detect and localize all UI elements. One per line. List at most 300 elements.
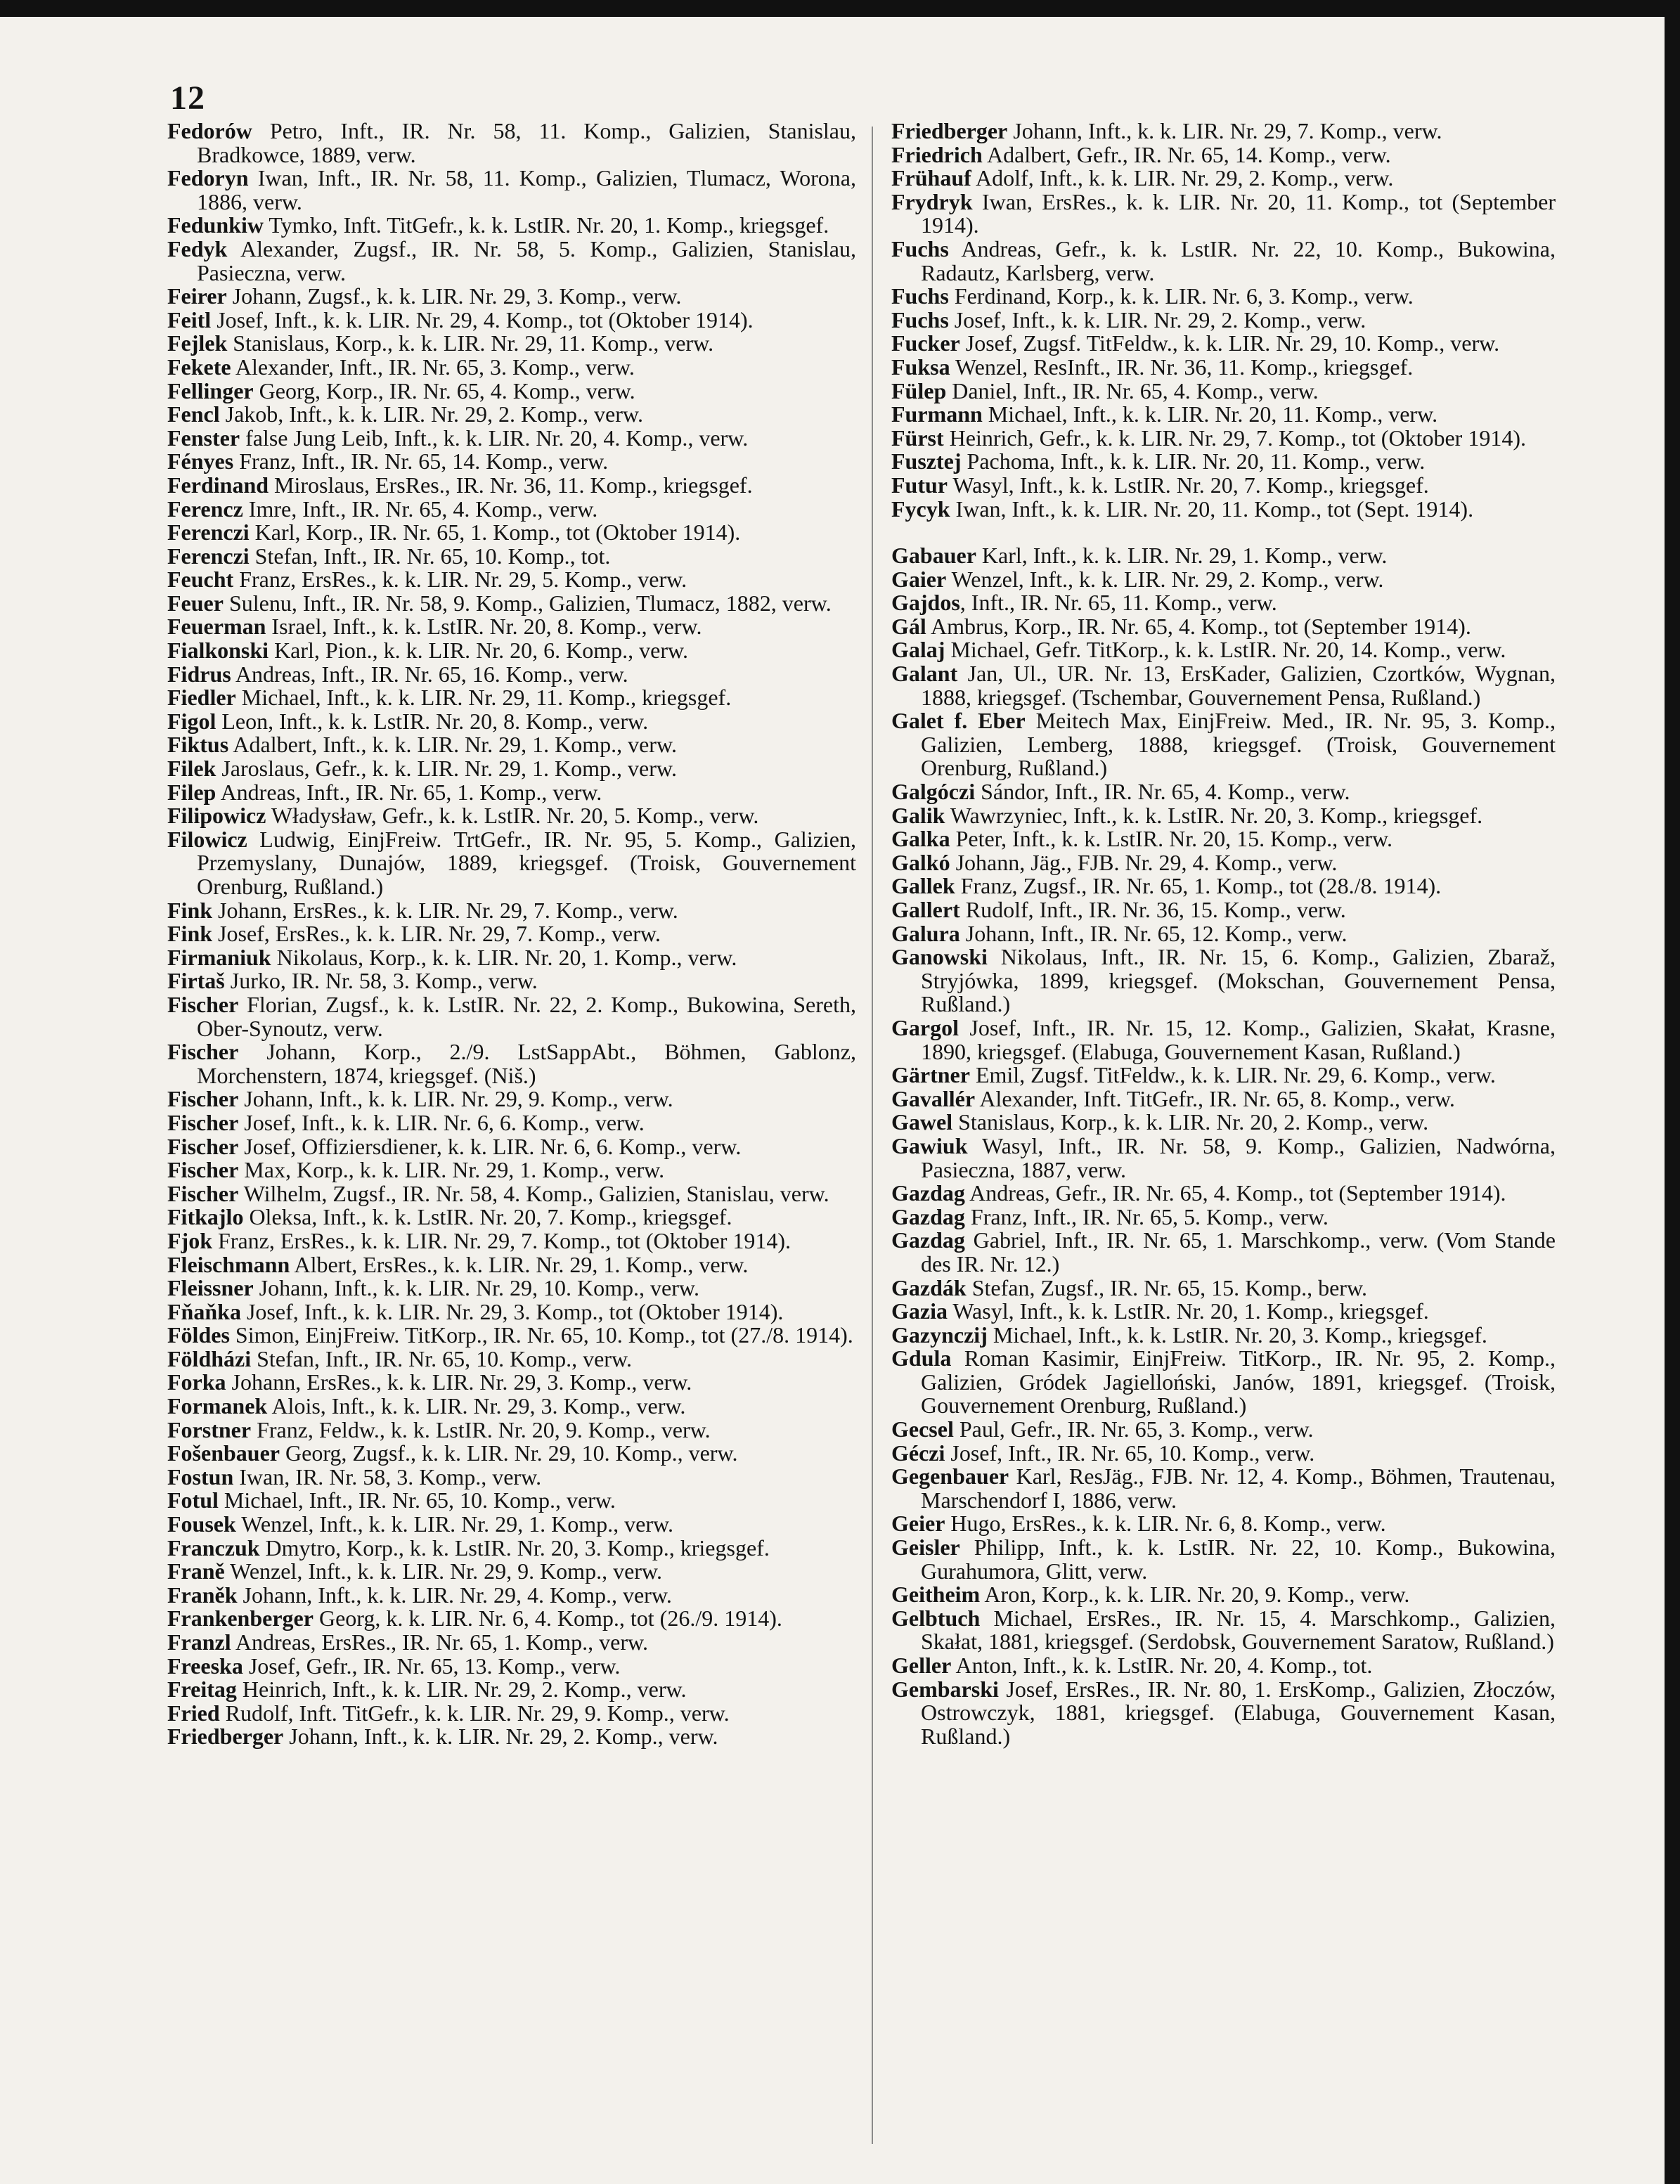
- entry-surname: Fostun: [167, 1463, 234, 1490]
- entry-surname: Gazdag: [891, 1227, 965, 1253]
- casualty-entry: [167, 498, 856, 522]
- entry-details: Iwan, Inft., IR. Nr. 58, 11. Komp., Galizien, Tlumacz, Worona, 1886, verw.: [197, 165, 856, 214]
- casualty-entry: [167, 1111, 856, 1135]
- casualty-entry: [891, 1678, 1556, 1749]
- entry-details: Rudolf, Inft. TitGefr., k. k. LIR. Nr. 29, 9. Komp., verw.: [219, 1700, 730, 1726]
- entry-details: Franz, Inft., IR. Nr. 65, 5. Komp., verw.: [964, 1203, 1329, 1229]
- entry-surname: Gazynczij: [891, 1322, 988, 1348]
- entry-surname: Fürst: [891, 425, 944, 451]
- entry-surname: Filek: [167, 756, 217, 782]
- entry-surname: Gazia: [891, 1298, 948, 1324]
- casualty-entry: [891, 1300, 1556, 1324]
- casualty-entry: [167, 946, 856, 970]
- entry-surname: Firmaniuk: [167, 944, 271, 970]
- entry-surname: Feuerman: [167, 614, 266, 640]
- entry-details: Sulenu, Inft., IR. Nr. 58, 9. Komp., Galizien, Tlumacz, 1882, verw.: [223, 590, 832, 616]
- entry-surname: Feuer: [167, 590, 224, 616]
- entry-surname: Gallert: [891, 897, 960, 922]
- entry-details: Josef, Inft., IR. Nr. 65, 10. Komp., verw.: [945, 1440, 1315, 1466]
- entry-surname: Figol: [167, 708, 217, 734]
- entry-surname: Ferdinand: [167, 472, 269, 498]
- casualty-entry: [167, 1489, 856, 1513]
- casualty-entry: [167, 663, 856, 687]
- casualty-entry: [891, 377, 1556, 403]
- entry-surname: Freeska: [167, 1653, 243, 1679]
- entry-surname: Frydryk: [891, 188, 973, 214]
- casualty-entry: [891, 403, 1556, 427]
- entry-surname: Forka: [167, 1369, 226, 1395]
- entry-surname: Geisler: [891, 1534, 960, 1561]
- entry-details: Albert, ErsRes., k. k. LIR. Nr. 29, 1. Komp., verw.: [290, 1251, 749, 1277]
- casualty-entry: [891, 474, 1556, 498]
- casualty-entry: [891, 1465, 1556, 1512]
- entry-details: Andreas, Gefr., IR. Nr. 65, 4. Komp., tot (September 1914).: [964, 1180, 1506, 1206]
- entry-details: Hugo, ErsRes., k. k. LIR. Nr. 6, 8. Komp., verw.: [945, 1511, 1386, 1537]
- entry-surname: Fischer: [167, 1133, 239, 1159]
- entry-details: Adolf, Inft., k. k. LIR. Nr. 29, 2. Komp., verw.: [971, 165, 1394, 191]
- entry-surname: Fleischmann: [167, 1251, 290, 1277]
- casualty-entry: [891, 1607, 1556, 1654]
- entry-details: Emil, Zugsf. TitFeldw., k. k. LIR. Nr. 29, 6. Komp., verw.: [969, 1062, 1496, 1088]
- entry-surname: Gazdag: [891, 1180, 965, 1206]
- casualty-entry: [891, 615, 1556, 639]
- casualty-entry: [167, 781, 856, 805]
- casualty-entry: [891, 190, 1556, 238]
- entry-surname: Firtaš: [167, 968, 225, 994]
- entry-surname: Gazdák: [891, 1274, 967, 1300]
- entry-surname: Feirer: [167, 283, 227, 309]
- entry-surname: Friedberger: [891, 118, 1008, 143]
- entry-details: Michael, Inft., k. k. LIR. Nr. 29, 11. Komp., kriegsgef.: [235, 685, 732, 711]
- casualty-entry: [891, 709, 1556, 780]
- casualty-entry: [167, 1277, 856, 1300]
- entry-surname: Fleissner: [167, 1275, 254, 1301]
- entry-details: Wasyl, Inft., IR. Nr. 58, 9. Komp., Galizien, Nadwórna, Pasieczna, 1887, verw.: [921, 1132, 1556, 1182]
- casualty-entry: [167, 639, 856, 663]
- casualty-entry: [891, 1203, 1556, 1229]
- entry-surname: Fischer: [167, 1180, 239, 1206]
- entry-surname: Galaj: [891, 637, 945, 663]
- entry-details: Franz, Zugsf., IR. Nr. 65, 1. Komp., tot (28./8. 1914).: [955, 873, 1442, 899]
- casualty-entry: [891, 544, 1556, 568]
- entry-surname: Fellinger: [167, 377, 254, 403]
- entry-details: Josef, ErsRes., k. k. LIR. Nr. 29, 7. Komp., verw.: [212, 921, 661, 947]
- entry-surname: Földes: [167, 1322, 230, 1348]
- casualty-entry: [167, 1371, 856, 1395]
- entry-surname: Fuchs: [891, 235, 949, 261]
- entry-surname: Fekete: [167, 354, 231, 380]
- casualty-entry: [891, 1132, 1556, 1182]
- casualty-entry: [167, 1607, 856, 1631]
- column-divider: [872, 127, 873, 2144]
- casualty-entry: [891, 827, 1556, 851]
- entry-details: Wenzel, Inft., k. k. LIR. Nr. 29, 1. Komp., verw.: [235, 1511, 673, 1537]
- casualty-entry: [167, 1158, 856, 1182]
- entry-details: Stefan, Inft., IR. Nr. 65, 10. Komp., tot.: [249, 543, 611, 569]
- casualty-entry: [167, 804, 856, 828]
- entry-surname: Galet f. Eber: [891, 708, 1026, 734]
- casualty-entry: [891, 1418, 1556, 1442]
- casualty-entry: [891, 1229, 1556, 1276]
- entry-surname: Filipowicz: [167, 803, 266, 829]
- entry-details: Adalbert, Gefr., IR. Nr. 65, 14. Komp., verw.: [982, 141, 1391, 167]
- casualty-entry: [167, 1513, 856, 1537]
- casualty-entry: [891, 780, 1556, 804]
- right-column: [891, 119, 1556, 1748]
- entry-details: Ludwig, EinjFreiw. TrtGefr., IR. Nr. 95, 5. Komp., Galizien, Przemyslany, Dunajów, 1889, kriegsgef. (Troisk, Gouvernement Orenburg, Rußland.): [197, 826, 856, 899]
- casualty-entry: [167, 1040, 856, 1087]
- entry-surname: Gazdag: [891, 1203, 965, 1229]
- casualty-entry: [167, 993, 856, 1040]
- entry-details: Johann, Inft., k. k. LIR. Nr. 29, 10. Komp., verw.: [253, 1275, 699, 1301]
- entry-details: Jakob, Inft., k. k. LIR. Nr. 29, 2. Komp., verw.: [219, 401, 643, 427]
- entry-details: Nikolaus, Inft., IR. Nr. 15, 6. Komp., Galizien, Zbaraž, Stryjówka, 1899, kriegsgef. (Mokschan, Gouvernement Pensa, Rußland.): [921, 944, 1556, 1017]
- entry-details: Franz, ErsRes., k. k. LIR. Nr. 29, 5. Komp., verw.: [233, 567, 687, 593]
- casualty-entry: [891, 119, 1556, 143]
- entry-details: Johann, ErsRes., k. k. LIR. Nr. 29, 3. Komp., verw.: [226, 1369, 692, 1395]
- entry-surname: Gawel: [891, 1109, 953, 1135]
- casualty-entry: [891, 167, 1556, 190]
- entry-surname: Feucht: [167, 567, 234, 593]
- entry-details: Dmytro, Korp., k. k. LstIR. Nr. 20, 3. Komp., kriegsgef.: [259, 1534, 770, 1561]
- entry-details: Johann, ErsRes., k. k. LIR. Nr. 29, 7. Komp., verw.: [212, 897, 678, 923]
- entry-details: Philipp, Inft., k. k. LstIR. Nr. 22, 10. Komp., Bukowina, Gurahumora, Glitt, verw.: [921, 1534, 1556, 1584]
- entry-surname: Fülep: [891, 377, 947, 403]
- scan-right-border: [1665, 0, 1680, 2184]
- entry-surname: Geitheim: [891, 1582, 981, 1608]
- entry-details: Michael, Gefr. TitKorp., k. k. LstIR. Nr. 20, 14. Komp., verw.: [945, 637, 1506, 663]
- casualty-entry: [891, 1654, 1556, 1678]
- entry-surname: Friedberger: [167, 1724, 284, 1750]
- entry-surname: Gaier: [891, 566, 947, 592]
- casualty-entry: [167, 474, 856, 498]
- entry-surname: Fenster: [167, 425, 240, 451]
- entry-details: Jurko, IR. Nr. 58, 3. Komp., verw.: [224, 968, 538, 994]
- entry-details: Peter, Inft., k. k. LstIR. Nr. 20, 15. Komp., verw.: [950, 826, 1393, 852]
- entry-details: Gabriel, Inft., IR. Nr. 65, 1. Marschkomp., verw. (Vom Stande des IR. Nr. 12.): [921, 1227, 1556, 1277]
- entry-details: false Jung Leib, Inft., k. k. LIR. Nr. 20, 4. Komp., verw.: [240, 425, 749, 451]
- entry-surname: Gelbtuch: [891, 1605, 981, 1631]
- entry-surname: Fošenbauer: [167, 1440, 280, 1466]
- casualty-entry: [891, 638, 1556, 662]
- entry-surname: Fischer: [167, 1157, 239, 1183]
- casualty-entry: [167, 922, 856, 946]
- entry-surname: Gál: [891, 613, 926, 639]
- entry-details: Miroslaus, ErsRes., IR. Nr. 36, 11. Komp., kriegsgef.: [269, 472, 753, 498]
- casualty-entry: [891, 498, 1556, 522]
- entry-details: Michael, Inft., IR. Nr. 65, 10. Komp., verw.: [218, 1487, 616, 1513]
- casualty-entry: [891, 143, 1556, 167]
- entry-details: Iwan, ErsRes., k. k. LIR. Nr. 20, 11. Komp., tot (September 1914).: [921, 188, 1556, 238]
- casualty-entry: [891, 1274, 1556, 1300]
- entry-details: , Inft., IR. Nr. 65, 11. Komp., verw.: [959, 590, 1277, 616]
- casualty-entry: [167, 568, 856, 592]
- casualty-entry: [167, 450, 856, 474]
- entry-details: Johann, Inft., k. k. LIR. Nr. 29, 9. Komp., verw.: [238, 1086, 673, 1112]
- casualty-entry: [167, 119, 856, 167]
- casualty-entry: [167, 733, 856, 757]
- entry-details: Daniel, Inft., IR. Nr. 65, 4. Komp., verw.: [946, 377, 1319, 403]
- casualty-entry: [891, 1512, 1556, 1536]
- casualty-entry: [167, 214, 856, 238]
- entry-details: Simon, EinjFreiw. TitKorp., IR. Nr. 65, 10. Komp., tot (27./8. 1914).: [229, 1322, 853, 1348]
- entry-surname: Formanek: [167, 1393, 268, 1419]
- entry-details: Meitech Max, EinjFreiw. Med., IR. Nr. 95, 3. Komp., Galizien, Lemberg, 1888, kriegsgef. (Troisk, Gouvernement Orenburg, Rußland.): [921, 708, 1556, 781]
- entry-surname: Ferencz: [167, 496, 243, 522]
- casualty-entry: [167, 969, 856, 993]
- entry-details: Paul, Gefr., IR. Nr. 65, 3. Komp., verw.: [953, 1416, 1314, 1442]
- section-gap: [891, 521, 1556, 544]
- entry-surname: Frühauf: [891, 165, 971, 191]
- casualty-entry: [167, 285, 856, 309]
- entry-details: Max, Korp., k. k. LIR. Nr. 29, 1. Komp., verw.: [238, 1157, 665, 1183]
- casualty-entry: [167, 1087, 856, 1111]
- entry-surname: Fejlek: [167, 330, 228, 356]
- entry-details: Josef, Inft., k. k. LIR. Nr. 29, 4. Komp., tot (Oktober 1914).: [211, 306, 754, 332]
- scan-top-border: [0, 0, 1680, 17]
- entry-details: Georg, k. k. LIR. Nr. 6, 4. Komp., tot (26./9. 1914).: [313, 1605, 782, 1631]
- entry-details: Andreas, Inft., IR. Nr. 65, 16. Komp., verw.: [231, 661, 628, 687]
- entry-details: Wenzel, ResInft., IR. Nr. 36, 11. Komp., kriegsgef.: [950, 354, 1414, 380]
- entry-surname: Fischer: [167, 1039, 239, 1065]
- entry-details: Johann, Inft., k. k. LIR. Nr. 29, 2. Komp., verw.: [283, 1724, 718, 1750]
- entry-details: Josef, Gefr., IR. Nr. 65, 13. Komp., verw.: [243, 1653, 621, 1679]
- entry-surname: Fuchs: [891, 306, 949, 332]
- entry-surname: Fousek: [167, 1511, 236, 1537]
- casualty-entry: [167, 615, 856, 639]
- entry-details: Stefan, Zugsf., IR. Nr. 65, 15. Komp., berw.: [966, 1274, 1367, 1300]
- casualty-entry: [167, 1416, 856, 1442]
- casualty-entry: [891, 1347, 1556, 1418]
- entry-surname: Filep: [167, 779, 217, 805]
- casualty-entry: [167, 1678, 856, 1702]
- casualty-entry: [167, 1253, 856, 1277]
- entry-details: Josef, Inft., IR. Nr. 15, 12. Komp., Galizien, Skałat, Krasne, 1890, kriegsgef. (Elabuga, Gouvernement Kasan, Rußland.): [921, 1014, 1556, 1064]
- entry-surname: Fucker: [891, 330, 960, 356]
- entry-details: Petro, Inft., IR. Nr. 58, 11. Komp., Galizien, Stanislau, Bradkowce, 1889, verw.: [197, 118, 856, 167]
- entry-details: Andreas, Gefr., k. k. LstIR. Nr. 22, 10. Komp., Bukowina, Radautz, Karlsberg, verw.: [921, 235, 1556, 285]
- entry-surname: Galant: [891, 661, 958, 687]
- casualty-entry: [891, 591, 1556, 615]
- entry-surname: Fidrus: [167, 661, 231, 687]
- entry-details: Wilhelm, Zugsf., IR. Nr. 58, 4. Komp., Galizien, Stanislau, verw.: [238, 1180, 829, 1206]
- entry-details: Andreas, ErsRes., IR. Nr. 65, 1. Komp., verw.: [231, 1629, 649, 1655]
- entry-details: Josef, Inft., k. k. LIR. Nr. 6, 6. Komp., verw.: [238, 1109, 645, 1135]
- casualty-entry: [167, 1702, 856, 1726]
- entry-details: Adalbert, Inft., k. k. LIR. Nr. 29, 1. Komp., verw.: [228, 732, 677, 758]
- entry-details: Florian, Zugsf., k. k. LstIR. Nr. 22, 2. Komp., Bukowina, Sereth, Ober-Synoutz, verw.: [197, 991, 856, 1041]
- entry-surname: Ganowski: [891, 944, 988, 970]
- entry-surname: Galka: [891, 826, 950, 852]
- entry-surname: Franzl: [167, 1629, 231, 1655]
- casualty-entry: [167, 1182, 856, 1206]
- entry-details: Georg, Korp., IR. Nr. 65, 4. Komp., verw.: [253, 377, 635, 403]
- entry-surname: Ferenczi: [167, 543, 250, 569]
- casualty-entry: [891, 898, 1556, 922]
- entry-surname: Fjok: [167, 1227, 212, 1253]
- casualty-entry: [891, 874, 1556, 898]
- entry-surname: Geier: [891, 1511, 945, 1537]
- casualty-entry: [891, 1182, 1556, 1206]
- entry-surname: Frankenberger: [167, 1605, 314, 1631]
- casualty-entry: [167, 1300, 856, 1324]
- entry-details: Johann, Inft., k. k. LIR. Nr. 29, 7. Komp., verw.: [1007, 118, 1442, 143]
- entry-details: Johann, Zugsf., k. k. LIR. Nr. 29, 3. Komp., verw.: [226, 283, 682, 309]
- casualty-entry: [167, 545, 856, 569]
- casualty-entry: [167, 1442, 856, 1466]
- entry-surname: Gabauer: [891, 543, 976, 569]
- entry-details: Anton, Inft., k. k. LstIR. Nr. 20, 4. Komp., tot.: [951, 1653, 1373, 1678]
- entry-details: Heinrich, Inft., k. k. LIR. Nr. 29, 2. Komp., verw.: [236, 1676, 687, 1702]
- entry-surname: Fusztej: [891, 448, 962, 474]
- entry-details: Sándor, Inft., IR. Nr. 65, 4. Komp., verw.: [975, 779, 1350, 805]
- casualty-entry: [167, 521, 856, 545]
- casualty-entry: [167, 710, 856, 734]
- entry-surname: Fischer: [167, 1109, 239, 1135]
- entry-surname: Galik: [891, 802, 945, 828]
- entry-details: Jan, Ul., UR. Nr. 13, ErsKader, Galizien, Czortków, Wygnan, 1888, kriegsgef. (Tschembar, Gouvernement Pensa, Rußland.): [921, 661, 1556, 710]
- entry-details: Pachoma, Inft., k. k. LIR. Nr. 20, 11. Komp., verw.: [961, 448, 1426, 474]
- entry-details: Alexander, Zugsf., IR. Nr. 58, 5. Komp., Galizien, Stanislau, Pasieczna, verw.: [197, 235, 856, 285]
- entry-surname: Franě: [167, 1558, 225, 1584]
- entry-surname: Fňaňka: [167, 1298, 241, 1324]
- entry-surname: Fedorów: [167, 118, 252, 143]
- entry-surname: Gajdos: [891, 590, 960, 616]
- entry-surname: Filowicz: [167, 826, 247, 852]
- page-number: 12: [170, 79, 205, 117]
- casualty-entry: [167, 1206, 856, 1229]
- entry-surname: Fialkonski: [167, 638, 269, 664]
- entry-surname: Fischer: [167, 1086, 239, 1112]
- entry-details: Alexander, Inft., IR. Nr. 65, 3. Komp., verw.: [231, 354, 635, 380]
- entry-surname: Gegenbauer: [891, 1463, 1009, 1490]
- entry-details: Alexander, Inft. TitGefr., IR. Nr. 65, 8. Komp., verw.: [975, 1085, 1455, 1111]
- casualty-entry: [167, 1345, 856, 1371]
- entry-details: Jaroslaus, Gefr., k. k. LIR. Nr. 29, 1. Komp., verw.: [216, 756, 677, 782]
- entry-surname: Gawiuk: [891, 1132, 968, 1158]
- entry-details: Karl, Pion., k. k. LIR. Nr. 20, 6. Komp., verw.: [269, 638, 689, 664]
- casualty-entry: [891, 1536, 1556, 1583]
- entry-details: Karl, Korp., IR. Nr. 65, 1. Komp., tot (Oktober 1914).: [249, 519, 741, 545]
- entry-details: Heinrich, Gefr., k. k. LIR. Nr. 29, 7. Komp., tot (Oktober 1914).: [943, 425, 1526, 451]
- entry-surname: Fried: [167, 1700, 220, 1726]
- casualty-entry: [891, 235, 1556, 285]
- entry-details: Josef, ErsRes., IR. Nr. 80, 1. ErsKomp., Galizien, Złoczów, Ostrowczyk, 1881, kriegsgef. (Elabuga, Gouvernement Kasan, Rußland.): [921, 1676, 1556, 1749]
- entry-details: Ferdinand, Korp., k. k. LIR. Nr. 6, 3. Komp., verw.: [948, 283, 1414, 309]
- entry-surname: Fiedler: [167, 685, 236, 711]
- entry-details: Aron, Korp., k. k. LIR. Nr. 20, 9. Komp., verw.: [980, 1582, 1410, 1608]
- entry-details: Wasyl, Inft., k. k. LstIR. Nr. 20, 1. Komp., kriegsgef.: [947, 1298, 1429, 1324]
- casualty-entry: [167, 403, 856, 427]
- entry-details: Michael, Inft., k. k. LIR. Nr. 20, 11. Komp., verw.: [982, 401, 1438, 427]
- entry-surname: Fink: [167, 921, 213, 947]
- entry-details: Stanislaus, Korp., k. k. LIR. Nr. 29, 11. Komp., verw.: [227, 330, 714, 356]
- entry-surname: Gembarski: [891, 1676, 999, 1702]
- entry-details: Michael, Inft., k. k. LstIR. Nr. 20, 3. Komp., kriegsgef.: [987, 1322, 1487, 1348]
- entry-details: Israel, Inft., k. k. LstIR. Nr. 20, 8. Komp., verw.: [266, 614, 702, 640]
- casualty-entry: [167, 1135, 856, 1159]
- casualty-entry: [167, 1395, 856, 1419]
- casualty-entry: [167, 1631, 856, 1655]
- entry-surname: Fedoryn: [167, 165, 249, 191]
- entry-surname: Friedrich: [891, 141, 983, 167]
- casualty-entry: [891, 662, 1556, 709]
- entry-details: Michael, ErsRes., IR. Nr. 15, 4. Marschkomp., Galizien, Skałat, 1881, kriegsgef. (Serdobsk, Gouvernement Saratow, Rußland.): [921, 1605, 1556, 1655]
- entry-details: Nikolaus, Korp., k. k. LIR. Nr. 20, 1. Komp., verw.: [271, 944, 737, 970]
- entry-details: Karl, ResJäg., FJB. Nr. 12, 4. Komp., Böhmen, Trautenau, Marschendorf I, 1886, verw.: [921, 1463, 1556, 1513]
- entry-details: Georg, Zugsf., k. k. LIR. Nr. 29, 10. Komp., verw.: [280, 1440, 738, 1466]
- entry-details: Johann, Inft., k. k. LIR. Nr. 29, 4. Komp., verw.: [237, 1582, 672, 1608]
- entry-details: Tymko, Inft. TitGefr., k. k. LstIR. Nr. 20, 1. Komp., kriegsgef.: [263, 212, 829, 238]
- entry-surname: Fiktus: [167, 732, 229, 758]
- casualty-entry: [891, 568, 1556, 592]
- entry-details: Wawrzyniec, Inft., k. k. LstIR. Nr. 20, 3. Komp., kriegsgef.: [945, 802, 1483, 828]
- entry-surname: Geller: [891, 1653, 952, 1678]
- casualty-entry: [167, 1725, 856, 1749]
- casualty-entry: [891, 945, 1556, 1016]
- casualty-entry: [167, 235, 856, 285]
- entry-surname: Ferenczi: [167, 519, 250, 545]
- casualty-entry: [891, 1442, 1556, 1466]
- entry-details: Karl, Inft., k. k. LIR. Nr. 29, 1. Komp., verw.: [976, 543, 1388, 569]
- casualty-entry: [167, 592, 856, 616]
- entry-surname: Fotul: [167, 1487, 219, 1513]
- entry-surname: Franěk: [167, 1582, 238, 1608]
- casualty-entry: [167, 306, 856, 332]
- entry-details: Wenzel, Inft., k. k. LIR. Nr. 29, 9. Komp., verw.: [224, 1558, 662, 1584]
- casualty-entry: [891, 450, 1556, 474]
- entry-details: Władysław, Gefr., k. k. LstIR. Nr. 20, 5. Komp., verw.: [266, 803, 759, 829]
- entry-surname: Géczi: [891, 1440, 945, 1466]
- entry-details: Josef, Offiziersdiener, k. k. LIR. Nr. 6, 6. Komp., verw.: [238, 1133, 742, 1159]
- entry-surname: Furmann: [891, 401, 983, 427]
- casualty-entry: [891, 1016, 1556, 1064]
- entry-details: Alois, Inft., k. k. LIR. Nr. 29, 3. Komp., verw.: [267, 1393, 686, 1419]
- entry-surname: Futur: [891, 472, 948, 498]
- casualty-entry: [167, 1534, 856, 1561]
- entry-details: Andreas, Inft., IR. Nr. 65, 1. Komp., verw.: [216, 779, 602, 805]
- entry-details: Johann, Inft., IR. Nr. 65, 12. Komp., verw.: [959, 920, 1348, 946]
- entry-details: Josef, Inft., k. k. LIR. Nr. 29, 3. Komp., tot (Oktober 1914).: [240, 1298, 784, 1324]
- casualty-entry: [167, 1324, 856, 1348]
- casualty-entry: [167, 332, 856, 356]
- casualty-entry: [891, 356, 1556, 380]
- casualty-entry: [167, 377, 856, 403]
- entry-surname: Fuksa: [891, 354, 950, 380]
- entry-surname: Gargol: [891, 1014, 959, 1040]
- casualty-entry: [891, 922, 1556, 946]
- casualty-entry: [891, 285, 1556, 309]
- entry-details: Stefan, Inft., IR. Nr. 65, 10. Komp., verw.: [251, 1345, 632, 1371]
- entry-surname: Fitkajlo: [167, 1204, 244, 1230]
- casualty-entry: [891, 306, 1556, 332]
- entry-details: Josef, Inft., k. k. LIR. Nr. 29, 2. Komp., verw.: [948, 306, 1366, 332]
- casualty-entry: [891, 1583, 1556, 1607]
- entry-surname: Gallek: [891, 873, 955, 899]
- entry-details: Leon, Inft., k. k. LstIR. Nr. 20, 8. Komp., verw.: [216, 708, 649, 734]
- casualty-entry: [167, 356, 856, 380]
- entry-details: Imre, Inft., IR. Nr. 65, 4. Komp., verw.: [243, 496, 598, 522]
- entry-details: Wasyl, Inft., k. k. LstIR. Nr. 20, 7. Komp., kriegsgef.: [948, 472, 1429, 498]
- entry-details: Josef, Zugsf. TitFeldw., k. k. LIR. Nr. 29, 10. Komp., verw.: [959, 330, 1500, 356]
- entry-surname: Fedyk: [167, 235, 228, 261]
- entry-details: Ambrus, Korp., IR. Nr. 65, 4. Komp., tot (September 1914).: [926, 613, 1471, 639]
- entry-surname: Fencl: [167, 401, 220, 427]
- entry-details: Franz, ErsRes., k. k. LIR. Nr. 29, 7. Komp., tot (Oktober 1914).: [212, 1227, 791, 1253]
- casualty-entry: [891, 1087, 1556, 1111]
- entry-surname: Galgóczi: [891, 779, 976, 805]
- entry-surname: Fycyk: [891, 496, 950, 522]
